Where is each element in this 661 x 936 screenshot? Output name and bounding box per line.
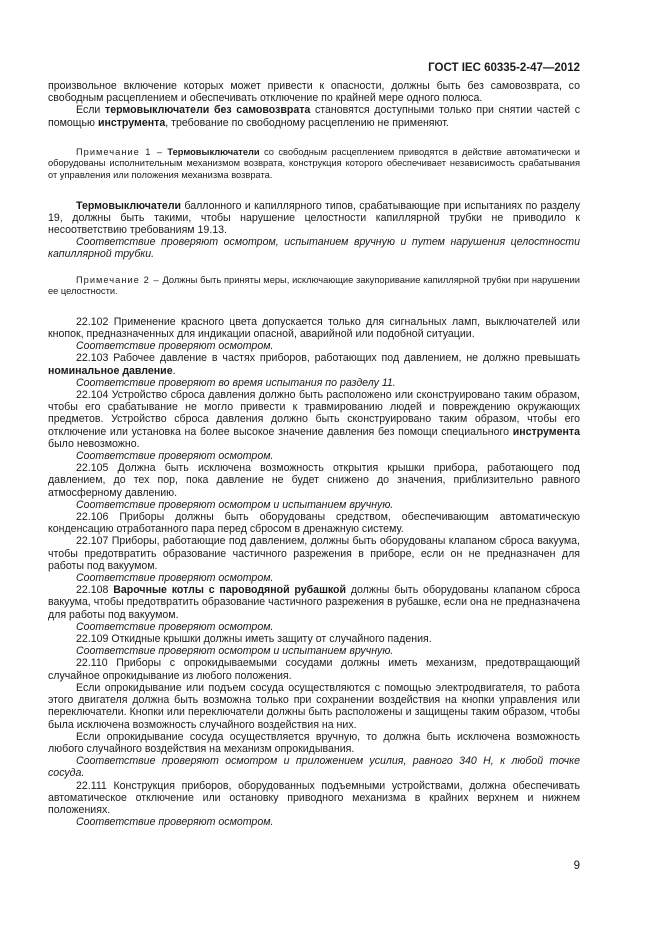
clause-22-110-manual: Если опрокидывание сосуда осуществляется вручную, то должна быть исключена возможность любого случайного воздействия на механизм опрокидывания. (48, 730, 580, 755)
compliance-22-104: Соответствие проверяют осмотром. (76, 450, 274, 463)
compliance-22-102: Соответствие проверяют осмотром. (76, 340, 274, 353)
compliance-22-111: Соответствие проверяют осмотром. (76, 816, 274, 829)
compliance-22-105: Соответствие проверяют осмотром и испытанием вручную. (76, 498, 394, 511)
standard-header: ГОСТ IEC 60335-2-47—2012 (428, 62, 580, 74)
compliance-22-109: Соответствие проверяют осмотром и испытанием вручную. (76, 645, 394, 658)
clause-22-108: 22.108 Варочные котлы с пароводяной рубашкой должны быть оборудованы клапаном сброса вакуума, чтобы предотвратить образование частичного разрежения в рубашке, если она не предназначена для работы под вакуумом. (48, 584, 580, 621)
clause-22-106: 22.106 Приборы должны быть оборудованы средством, обеспечивающим автоматическую конденсацию отработанного пара перед сбросом в дренажную систему. (48, 511, 580, 536)
note-2: Примечание 2 – Должны быть приняты меры, исключающие закупоривание капиллярной трубки при нарушении ее целостности. (48, 274, 580, 297)
compliance-22-108: Соответствие проверяют осмотром. (76, 620, 274, 633)
clause-22-105: 22.105 Должна быть исключена возможность открытия крышки прибора, работающего под давлением, до тех пор, пока давление не будет снижено до значения, приблизительно равного атмосферному давлению. (48, 462, 580, 499)
clause-22-110-motor: Если опрокидывание или подъем сосуда осуществляются с помощью электродвигателя, то работа этого двигателя должна быть возможна только при сохранении воздействия на кнопки управления или переключатели. Кнопки или переключатели должны быть расположены и защищены таким образом, чтобы была исключена возможность случайного воздействия на них. (48, 681, 580, 731)
paragraph-capillary: Термовыключатели баллонного и капиллярного типов, срабатывающие при испытаниях по разделу 19, должны быть такими, чтобы нарушение целостности капиллярной трубки не приводило к несоответствию требованиям 19.13. (48, 199, 580, 236)
clause-22-102: 22.102 Применение красного цвета допускается только для сигнальных ламп, выключателей или кнопок, предназначенных для индикации опасной, аварийной или подобной ситуации. (48, 315, 580, 340)
compliance-22-110: Соответствие проверяют осмотром и приложением усилия, равного 340 Н, к любой точке сосуда. (48, 755, 580, 780)
compliance-22-103: Соответствие проверяют во время испытания по разделу 11. (76, 376, 396, 389)
clause-22-104: 22.104 Устройство сброса давления должно быть расположено или сконструировано таким образом, чтобы его срабатывание не могло привести к травмированию людей и повреждению окружающих предметов. Устройство сброса давления должно быть сконструировано таким образом, чтобы его отключение или установка на более высокое значение давления без помощи специального инструмента было невозможно. (48, 389, 580, 450)
paragraph-thermal-cutouts: Если термовыключатели без самовозврата становятся доступными только при снятии частей с помощью инструмента, требование по свободному расцеплению не применяют. (48, 104, 580, 129)
clause-22-110: 22.110 Приборы с опрокидываемыми сосудами должны иметь механизм, предотвращающий случайное опрокидывание из любого положения. (48, 657, 580, 682)
note-1: Примечание 1 – Термовыключатели со свободным расцеплением приводятся в действие автоматически и оборудованы исполнительным механизмом возврата, конструкция которого обеспечивает независимость срабатывания от управления или положения механизма возврата. (48, 146, 580, 180)
clause-22-107: 22.107 Приборы, работающие под давлением, должны быть оборудованы клапаном сброса вакуума, чтобы предотвратить образование частичного разрежения в приборе, если он не предназначен для работы под вакуумом. (48, 535, 580, 572)
document-body (48, 80, 580, 828)
page-number: 9 (573, 860, 580, 872)
compliance-capillary: Соответствие проверяют осмотром, испытанием вручную и путем нарушения целостности капиллярной трубки. (48, 236, 580, 261)
clause-22-111: 22.111 Конструкция приборов, оборудованных подъемными устройствами, должна обеспечивать автоматическое отключение или остановку приводного механизма в крайних верхнем и нижнем положениях. (48, 779, 580, 816)
paragraph-continuation: произвольное включение которых может привести к опасности, должны быть без самовозврата, со свободным расцеплением и обеспечивать отключение по крайней мере одного полюса. (48, 80, 580, 105)
compliance-22-107: Соответствие проверяют осмотром. (76, 572, 274, 585)
clause-22-109: 22.109 Откидные крышки должны иметь защиту от случайного падения. (76, 633, 432, 646)
clause-22-103: 22.103 Рабочее давление в частях приборов, работающих под давлением, не должно превышать номинальное давление. (48, 352, 580, 377)
